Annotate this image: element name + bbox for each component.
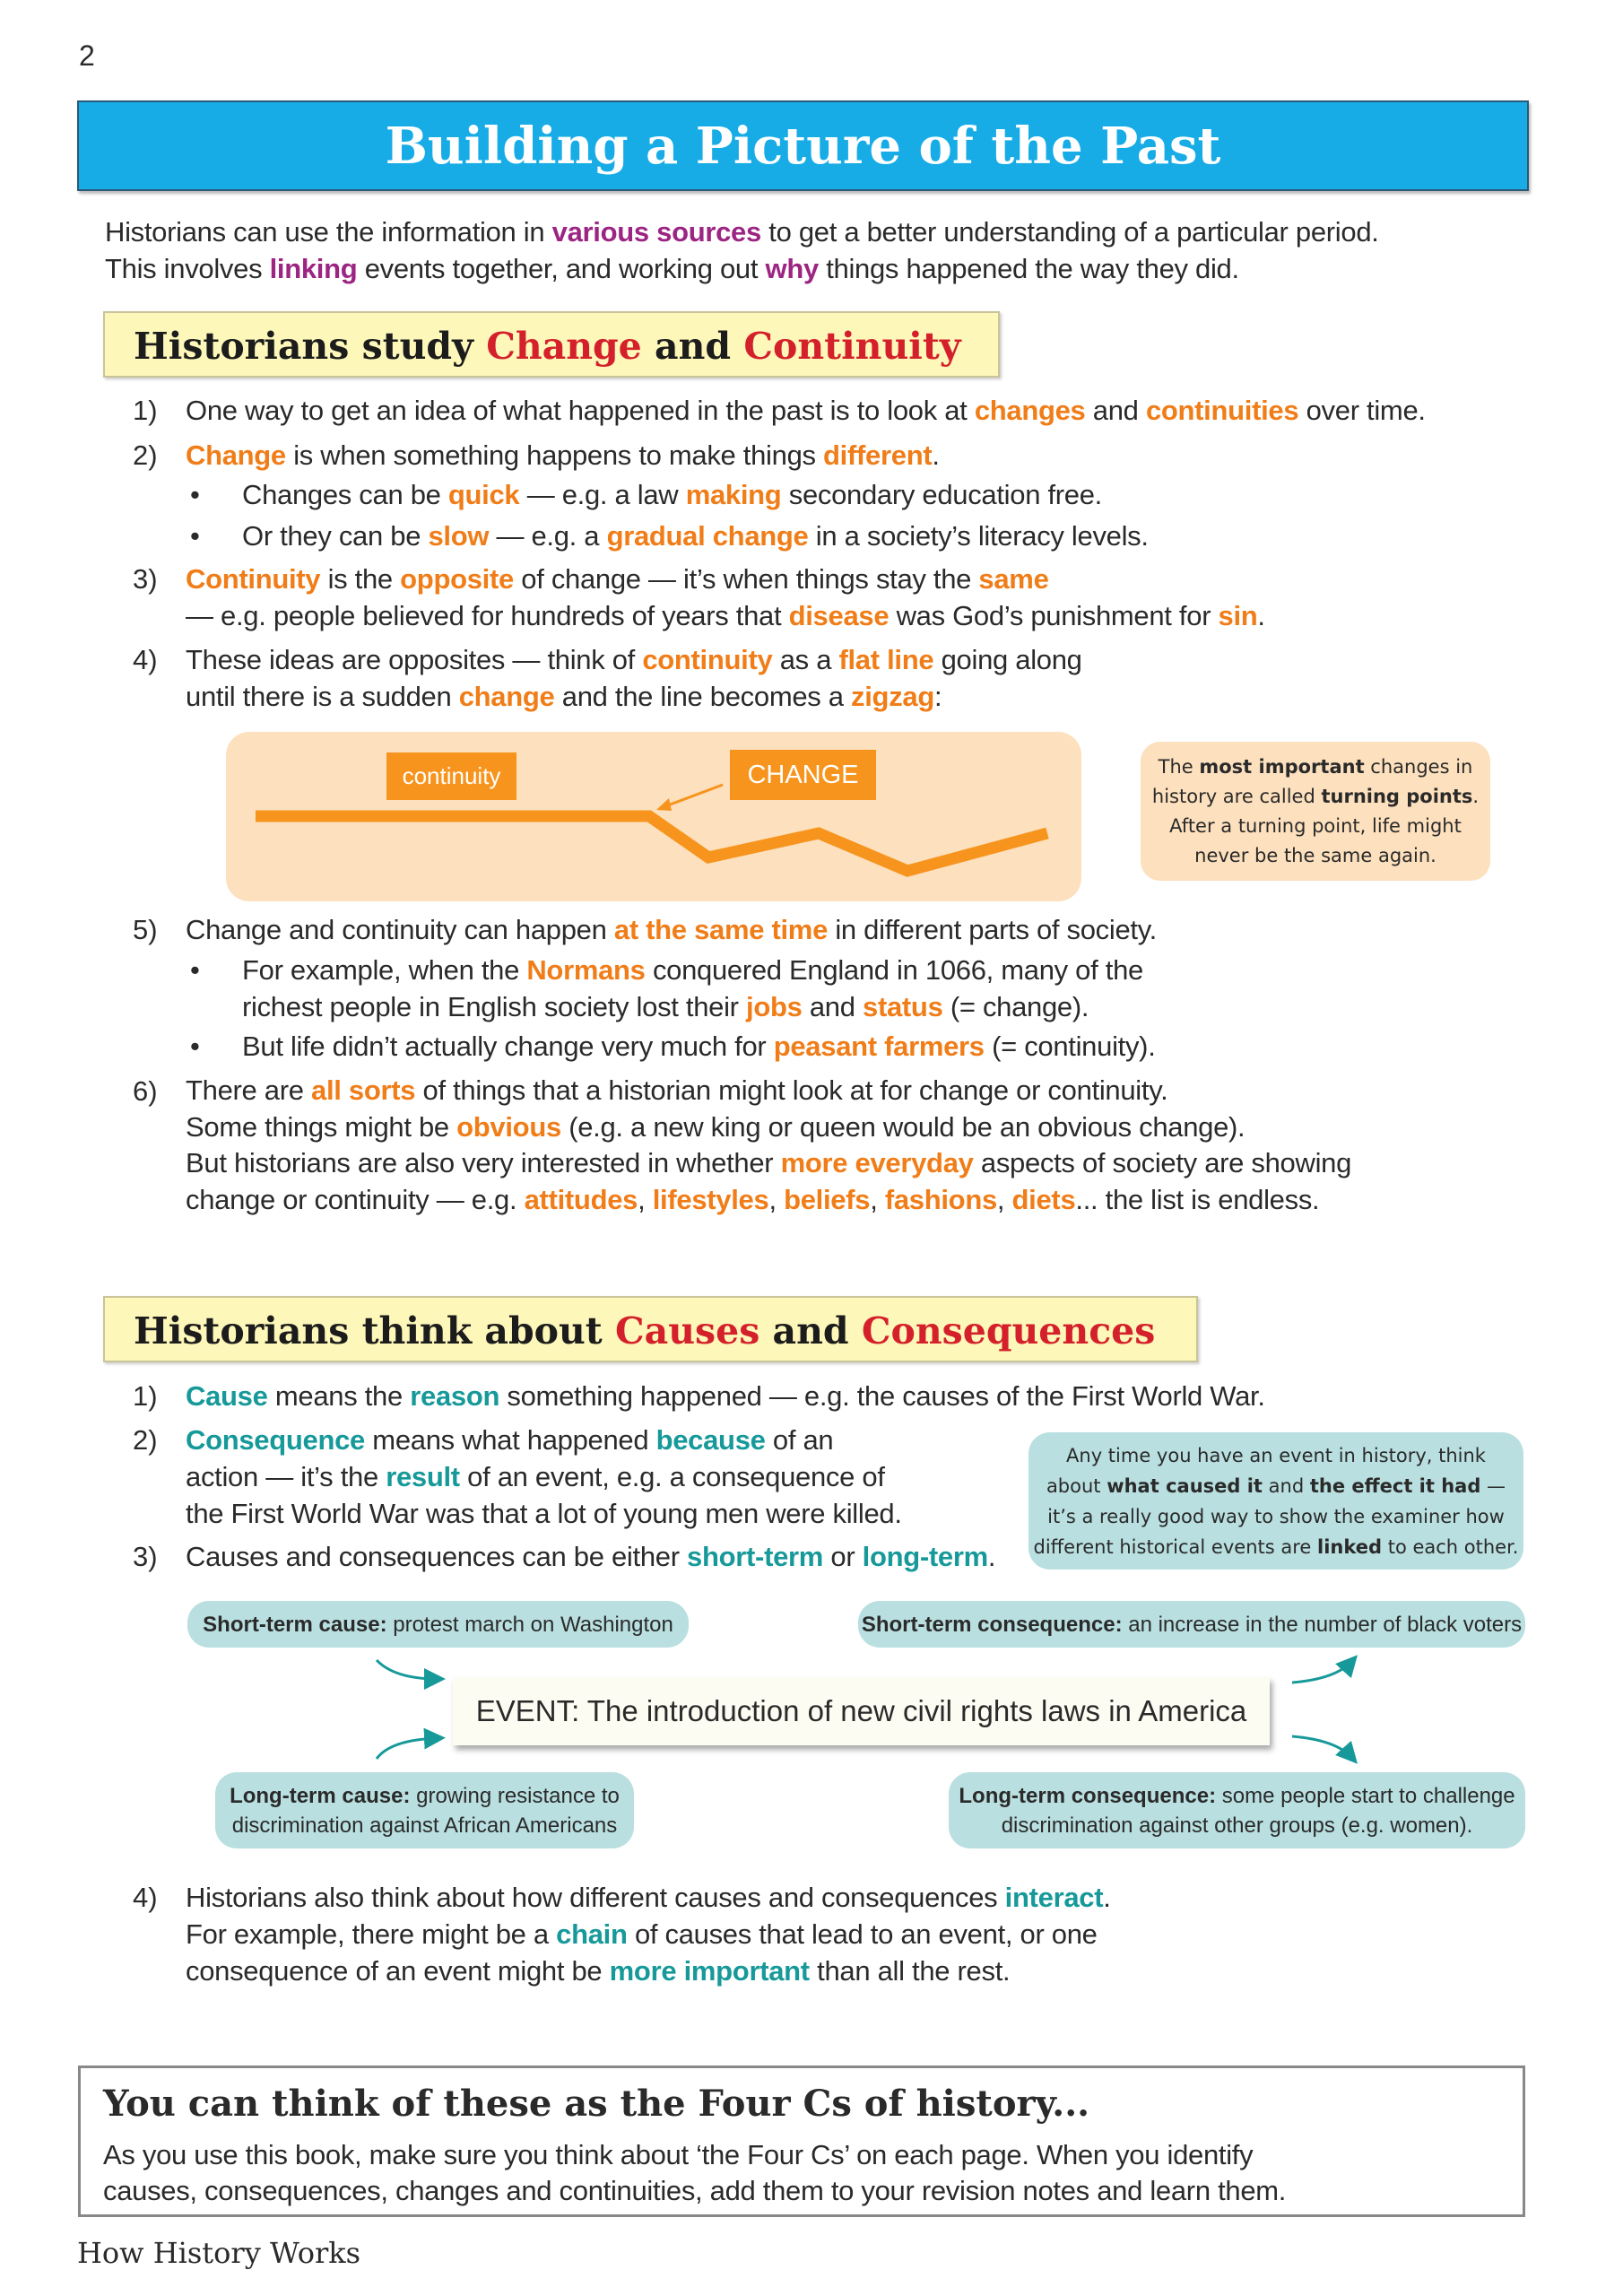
section-heading-change-continuity [103,311,1000,378]
turning-points-note [1141,742,1490,881]
summary-text [103,2137,1286,2209]
item-number: 3) [133,563,158,595]
highlight-orange: gradual change [606,520,809,552]
text-run: . [1257,600,1265,631]
highlight-orange: changes [974,395,1086,426]
text-run: history are called [1151,785,1322,807]
text-run: There are [186,1074,312,1106]
text-line [1028,1501,1523,1532]
item-number: 4) [133,1882,158,1913]
list-item [186,392,1426,429]
text-run: and the line becomes a [554,681,852,712]
highlight-orange: obvious [456,1110,561,1143]
bold-text: Short-term cause: [203,1612,387,1637]
text-run: was God’s punishment for [889,600,1219,631]
text-line [186,1495,902,1532]
text-run: events together, and working out [357,253,766,284]
bold-text: Long-term consequence: [959,1783,1217,1808]
highlight-orange: Continuity [186,563,321,595]
text-line [187,1610,689,1639]
text-line [242,952,1143,988]
highlight-orange: beliefs [784,1183,871,1215]
highlight-red: Causes [615,1309,760,1352]
text-line [186,1916,1111,1952]
text-run: consequence of an event might be [186,1955,610,1987]
highlight-teal: Cause [186,1380,268,1412]
text-run: action — it’s the [186,1461,386,1492]
text-run: change or continuity — e.g. [186,1183,525,1215]
bold-text: Long-term cause: [230,1783,411,1808]
text-line [186,1458,902,1495]
arrow-icon [1292,1661,1352,1683]
text-run: (e.g. a new king or queen would be an obvious change). [560,1110,1245,1143]
text-run: and [641,325,744,368]
text-run: secondary education free. [781,479,1102,510]
text-run: : [933,681,942,712]
text-line [186,1422,902,1458]
bold-text: what caused it [1107,1474,1263,1497]
highlight-orange: Normans [526,954,646,986]
text-line [1141,782,1490,812]
text-line [242,1028,1156,1065]
text-line [186,1109,1351,1146]
text-run: . [932,439,940,471]
highlight-red: Continuity [743,325,961,368]
highlight-orange: diets [1011,1183,1076,1215]
page-number: 2 [79,39,95,72]
text-line [134,1298,1167,1364]
highlight-orange: making [685,479,782,510]
text-run: and [802,991,863,1022]
highlight-orange: peasant farmers [773,1031,985,1062]
highlight-orange: at the same time [613,914,829,945]
change-label: CHANGE [730,750,876,800]
text-line [1141,752,1490,782]
text-line [215,1811,634,1840]
highlight-orange: same [978,563,1049,595]
text-run: — e.g. a [489,520,607,552]
short-term-cause-box [187,1601,689,1648]
text-run: means what happened [364,1424,656,1456]
text-run: — e.g. a law [519,479,686,510]
text-run: of things that a historian might look at for change or continuity. [415,1074,1168,1106]
highlight-orange: continuity [642,644,773,675]
list-item [186,1378,1265,1414]
text-line [186,1538,995,1575]
text-run: of change — it’s when things stay the [513,563,979,595]
text-line [949,1781,1525,1811]
bullet-item [242,952,1143,1025]
text-line [186,437,940,474]
bullet-icon: • [190,1031,200,1062]
text-run: protest march on Washington [386,1612,673,1637]
arrow-icon [1292,1736,1352,1758]
text-run: , [996,1183,1012,1215]
text-run: going along [933,644,1082,675]
highlight-orange: fashions [884,1183,997,1215]
text-run: is when something happens to make things [285,439,824,471]
text-run: . [1472,785,1480,807]
highlight-purple: why [765,253,819,284]
text-line [1141,812,1490,841]
list-item [186,437,940,474]
bold-text: most important [1199,755,1365,778]
text-run: or [823,1541,863,1572]
text-run: something happened — e.g. the causes of the First World War. [499,1380,1265,1412]
text-line [186,1145,1351,1182]
bullet-item [242,1028,1156,1065]
highlight-orange: change [458,681,555,712]
text-line [1028,1532,1523,1562]
text-line [186,392,1426,429]
text-line [186,911,1157,948]
text-run: it’s a really good way to show the examiner how [1047,1505,1505,1527]
text-run: — [1480,1474,1506,1497]
highlight-orange: all sorts [311,1074,416,1106]
bullet-icon: • [190,520,200,552]
bold-text: turning points [1321,785,1473,807]
intro-paragraph [105,213,1379,287]
text-line [949,1811,1525,1840]
text-run: and [1085,395,1146,426]
text-run: For example, there might be a [186,1918,557,1950]
text-run: to get a better understanding of a particular period. [760,216,1379,248]
change-continuity-diagram [226,732,1081,901]
text-run: But life didn’t actually change very much for [242,1031,774,1062]
text-run: means the [267,1380,411,1412]
highlight-orange: disease [788,600,890,631]
summary-heading: You can think of these as the Four Cs of history... [103,2083,1090,2125]
bullet-item [242,476,1102,513]
text-line [186,1879,1111,1916]
list-item [186,1879,1111,1989]
text-run: , [638,1183,653,1215]
text-line [242,517,1149,554]
text-run: Historians also think about how different causes and consequences [186,1882,1005,1913]
long-term-cause-box [215,1772,634,1848]
long-term-consequence-box [949,1772,1525,1848]
text-line [186,597,1265,634]
arrow-icon [377,1660,438,1679]
text-line [186,561,1265,597]
highlight-orange: different [823,439,933,471]
bold-text: linked [1317,1535,1383,1558]
text-run: This involves [105,253,270,284]
footer-section-name: How History Works [77,2236,361,2270]
text-run: (= change). [942,991,1089,1022]
text-run: Some things might be [186,1110,457,1143]
text-run: and [759,1309,862,1352]
text-run: discrimination against other groups (e.g. women). [1001,1813,1473,1838]
list-item [186,641,1082,715]
text-run: Any time you have an event in history, think [1066,1444,1486,1466]
text-run: in different parts of society. [828,914,1157,945]
text-run: changes in [1364,755,1473,778]
text-run: But historians are also very interested in whether [186,1147,781,1178]
text-run: growing resistance to [410,1783,620,1808]
text-run: of causes that lead to an event, or one [627,1918,1098,1950]
item-number: 3) [133,1541,158,1572]
title-bar [77,100,1529,191]
text-run: than all the rest. [809,1955,1011,1987]
text-run: One way to get an idea of what happened in the past is to look at [186,395,975,426]
text-line [103,2173,1286,2209]
bullet-icon: • [190,954,200,986]
text-run: . [987,1541,996,1572]
highlight-red: Change [486,325,642,368]
short-term-consequence-box [858,1601,1525,1648]
text-run: Changes can be [242,479,448,510]
text-line [103,2137,1286,2173]
text-line [105,213,1379,250]
text-run: For example, when the [242,954,527,986]
arrow-head-icon [656,798,672,811]
list-item [186,561,1265,634]
text-run: . [1103,1882,1111,1913]
text-run: Historians think about [134,1309,616,1352]
zigzag-line-graphic [226,732,1081,901]
text-run: Historians can use the information in [105,216,552,248]
text-run: causes, consequences, changes and continuities, add them to your revision notes and learn them. [103,2175,1287,2206]
text-run: Historians study [134,325,487,368]
text-line [215,1781,634,1811]
highlight-teal: because [655,1424,766,1456]
continuity-change-line [256,816,1047,871]
text-line [186,1073,1351,1109]
text-run: (= continuity). [984,1031,1156,1062]
text-run: some people start to challenge [1216,1783,1515,1808]
list-item [186,1422,902,1532]
text-run: is the [320,563,401,595]
text-line [186,678,1082,715]
highlight-orange: jobs [746,991,803,1022]
highlight-orange: flat line [838,644,934,675]
text-run: After a turning point, life might [1169,814,1462,837]
highlight-orange: Change [186,439,286,471]
text-line [242,476,1102,513]
highlight-orange: status [863,991,943,1022]
text-run: the First World War was that a lot of young men were killed. [186,1498,902,1529]
highlight-orange: zigzag [851,681,934,712]
highlight-orange: quick [447,479,520,510]
continuity-label: continuity [386,752,516,800]
item-number: 1) [133,1380,158,1412]
highlight-purple: linking [269,253,358,284]
text-run: , [870,1183,885,1215]
text-run: an increase in the number of black voters [1122,1612,1523,1637]
list-item [186,1073,1351,1218]
list-item [186,911,1157,948]
text-run: over time. [1298,395,1426,426]
bullet-item [242,517,1149,554]
highlight-teal: Consequence [186,1424,365,1456]
section-heading-causes-consequences [103,1296,1198,1362]
arrow-icon [377,1738,438,1759]
item-number: 2) [133,1424,158,1456]
text-run: ... the list is endless. [1075,1183,1320,1215]
highlight-orange: attitudes [524,1183,638,1215]
text-line [1028,1471,1523,1501]
highlight-teal: result [386,1461,460,1492]
text-line [1028,1440,1523,1471]
item-number: 4) [133,644,158,675]
text-line [186,1952,1111,1989]
item-number: 6) [133,1075,158,1107]
text-run: aspects of society are showing [973,1147,1352,1178]
text-line [134,313,969,379]
text-run: of an [765,1424,834,1456]
highlight-orange: more everyday [780,1147,974,1178]
text-run: things happened the way they did. [818,253,1239,284]
highlight-orange: continuities [1145,395,1299,426]
text-run: As you use this book, make sure you think about ‘the Four Cs’ on each page. When you identify [103,2139,1254,2170]
highlight-orange: opposite [400,563,514,595]
text-run: to each other. [1382,1535,1519,1558]
list-item [186,1538,995,1575]
bold-text: the effect it had [1309,1474,1481,1497]
text-run: about [1046,1474,1107,1497]
highlight-orange: sin [1218,600,1258,631]
text-run: until there is a sudden [186,681,459,712]
page-title: Building a Picture of the Past [385,116,1221,176]
text-run: in a society’s literacy levels. [808,520,1149,552]
text-run: conquered England in 1066, many of the [645,954,1143,986]
highlight-teal: interact [1004,1882,1104,1913]
text-run: different historical events are [1033,1535,1317,1558]
text-run: Or they can be [242,520,429,552]
cause-effect-tip-note [1028,1432,1523,1570]
highlight-teal: short-term [687,1541,824,1572]
item-number: 2) [133,439,158,471]
text-run: of an event, e.g. a consequence of [459,1461,885,1492]
text-run: Causes and consequences can be either [186,1541,688,1572]
text-run: These ideas are opposites — think of [186,644,643,675]
text-run: Change and continuity can happen [186,914,614,945]
text-line [858,1610,1525,1639]
text-line [186,641,1082,678]
text-line [1141,841,1490,871]
item-number: 5) [133,914,158,945]
text-run: discrimination against African Americans [231,1813,618,1838]
highlight-orange: lifestyles [652,1183,769,1215]
bullet-icon: • [190,479,200,510]
text-line [242,988,1143,1025]
text-run: The [1158,755,1200,778]
text-run: as a [772,644,839,675]
text-run: and [1262,1474,1310,1497]
highlight-purple: various sources [551,216,761,248]
text-line [186,1182,1351,1219]
text-run: — e.g. people believed for hundreds of years that [186,600,789,631]
highlight-teal: long-term [862,1541,988,1572]
highlight-teal: reason [410,1380,500,1412]
highlight-teal: chain [556,1918,628,1950]
text-line [186,1378,1265,1414]
highlight-red: Consequences [861,1309,1156,1352]
highlight-orange: slow [428,520,490,552]
text-run: never be the same again. [1194,844,1436,866]
text-line [105,250,1379,287]
arrow-line [665,785,723,806]
bold-text: Short-term consequence: [861,1612,1123,1637]
highlight-teal: more important [609,1955,810,1987]
text-run: richest people in English society lost their [242,991,747,1022]
event-box: EVENT: The introduction of new civil rights laws in America [453,1677,1270,1745]
text-run: , [768,1183,785,1215]
item-number: 1) [133,395,158,426]
